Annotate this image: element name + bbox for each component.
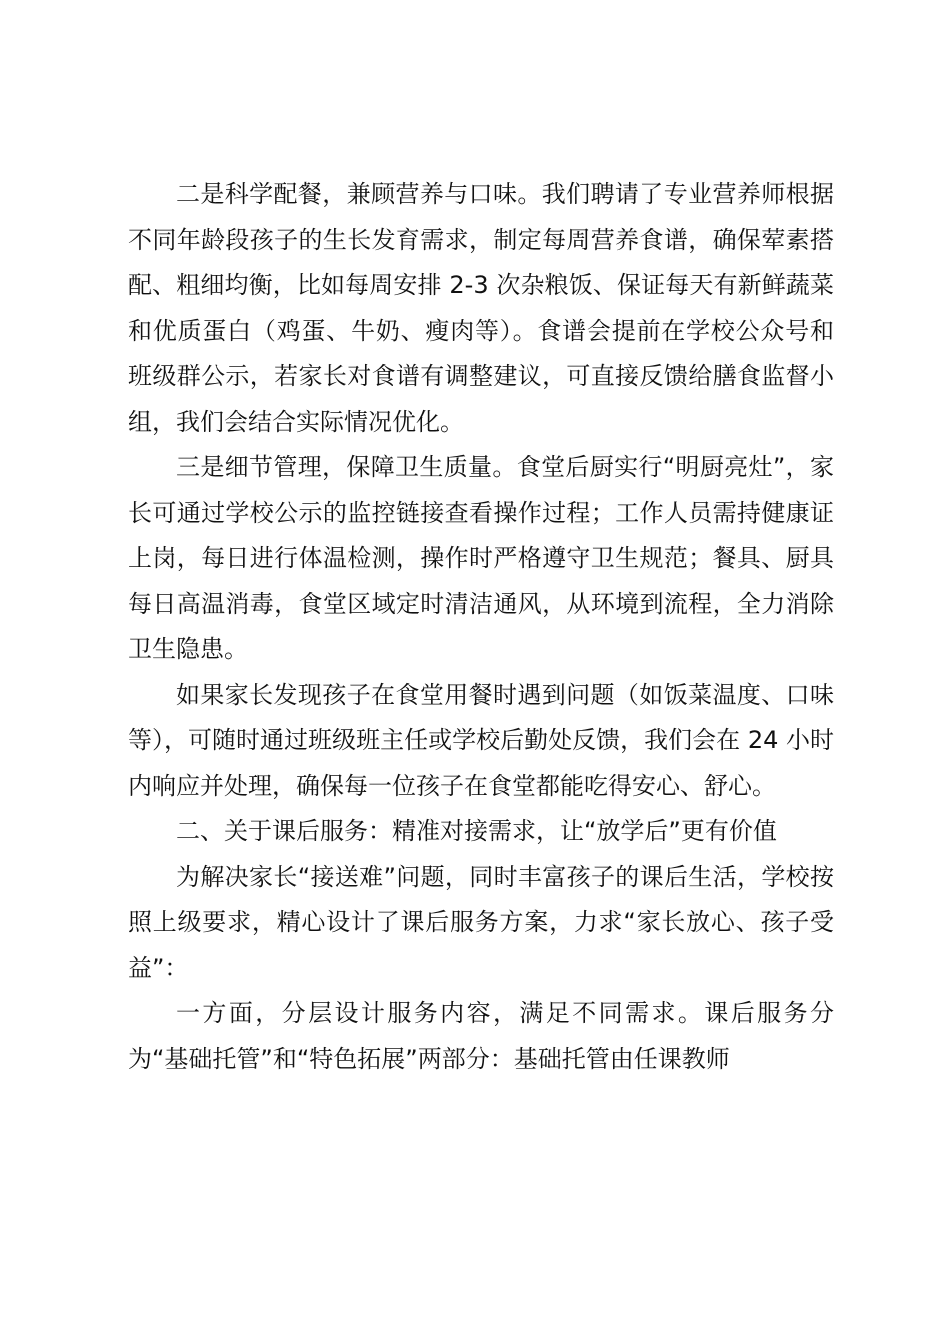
section-heading-after-school-service: 二、关于课后服务：精准对接需求，让“放学后”更有价值 xyxy=(176,817,777,845)
paragraph-scientific-meals: 二是科学配餐，兼顾营养与口味。我们聘请了专业营养师根据不同年龄段孩子的生长发育需求，制定每周营养食谱，确保荤素搭配、粗细均衡，比如每周安排 2-3 次杂粮饭、保证每天有新鲜蔬菜和优质蛋白（鸡蛋、牛奶、瘦肉等）。食谱会提前在学校公众号和班级群公示，若家长对食谱有调整建议，可直接反馈给膳食监督小组，我们会结合实际情况优化。 xyxy=(128,180,834,436)
paragraph-hygiene-management: 三是细节管理，保障卫生质量。食堂后厨实行“明厨亮灶”，家长可通过学校公示的监控链接查看操作过程；工作人员需持健康证上岗，每日进行体温检测，操作时严格遵守卫生规范；餐具、厨具每日高温消毒，食堂区域定时清洁通风，从环境到流程，全力消除卫生隐患。 xyxy=(128,453,834,663)
document-body xyxy=(128,172,834,1082)
paragraph-feedback-channel: 如果家长发现孩子在食堂用餐时遇到问题（如饭菜温度、口味等），可随时通过班级班主任或学校后勤处反馈，我们会在 24 小时内响应并处理，确保每一位孩子在食堂都能吃得安心、舒心。 xyxy=(128,680,834,800)
paragraph-service-purpose: 为解决家长“接送难”问题，同时丰富孩子的课后生活，学校按照上级要求，精心设计了课后服务方案，力求“家长放心、孩子受益”： xyxy=(128,862,834,982)
paragraph-tiered-service: 一方面，分层设计服务内容，满足不同需求。课后服务分为“基础托管”和“特色拓展”两部分：基础托管由任课教师 xyxy=(128,999,834,1073)
